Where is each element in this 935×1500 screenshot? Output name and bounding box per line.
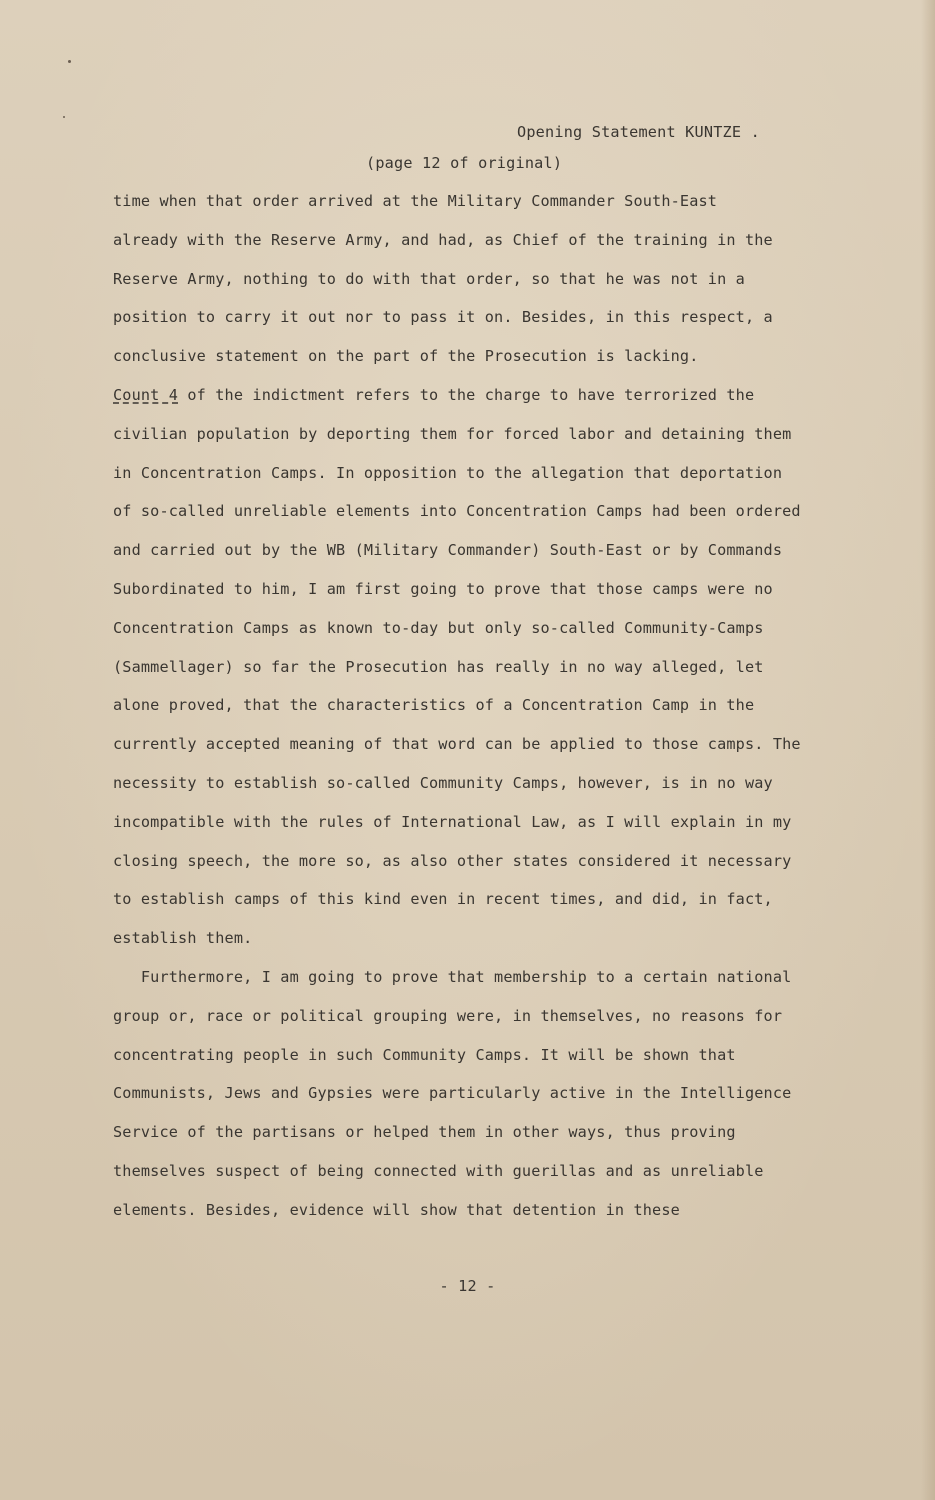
text-line: necessity to establish so-called Community Camps, however, is in no way [113,773,773,792]
text-line: to establish camps of this kind even in recent times, and did, in fact, [113,890,773,909]
text-line: Concentration Camps as known to-day but only so-called Community-Camps [113,618,764,637]
text-line: civilian population by deporting them for forced labor and detaining them [113,424,792,443]
text-line: concentrating people in such Community Camps. It will be shown that [113,1045,736,1064]
text-line: already with the Reserve Army, and had, as Chief of the training in the [113,230,773,249]
text-line-count-4 [113,385,893,424]
page-number: - 12 - [439,1277,496,1295]
text-line: closing speech, the more so, as also other states considered it necessary [113,851,792,870]
count-line-rest: of the indictment refers to the charge to have terrorized the [178,385,755,404]
count-label: Count 4 [113,385,179,404]
text-line: themselves suspect of being connected with guerillas and as unreliable [113,1161,764,1180]
text-line: in Concentration Camps. In opposition to the allegation that deportation [113,463,783,482]
document-title: Opening Statement KUNTZE . [517,123,760,141]
text-line: Subordinated to him, I am first going to prove that those camps were no [113,579,773,598]
text-line: group or, race or political grouping were, in themselves, no reasons for [113,1006,783,1025]
text-line: Service of the partisans or helped them in other ways, thus proving [113,1123,736,1142]
text-line: elements. Besides, evidence will show that detention in these [113,1200,680,1219]
paper-speck [63,116,65,118]
text-line: Reserve Army, nothing to do with that order, so that he was not in a [113,269,745,288]
text-line: of so-called unreliable elements into Concentration Camps had been ordered [113,502,801,521]
text-line: and carried out by the WB (Military Commander) South-East or by Commands [113,541,783,560]
text-line: Communists, Jews and Gypsies were particularly active in the Intelligence [113,1084,792,1103]
document-body [113,191,893,1239]
text-line: position to carry it out nor to pass it on. Besides, in this respect, a [113,308,773,327]
paper-speck [68,60,71,63]
text-line: incompatible with the rules of International Law, as I will explain in my [113,812,792,831]
text-line: conclusive statement on the part of the Prosecution is lacking. [113,347,699,366]
text-line: time when that order arrived at the Military Commander South-East [113,192,718,210]
text-line: (Sammellager) so far the Prosecution has really in no way alleged, let [113,657,764,676]
text-line: establish them. [113,929,253,948]
page-of-original: (page 12 of original) [366,154,563,172]
text-line: currently accepted meaning of that word can be applied to those camps. The [113,735,801,754]
text-line: alone proved, that the characteristics of a Concentration Camp in the [113,696,755,715]
paper-edge-shadow [921,0,935,1500]
text-line: Furthermore, I am going to prove that membership to a certain national [113,967,792,986]
